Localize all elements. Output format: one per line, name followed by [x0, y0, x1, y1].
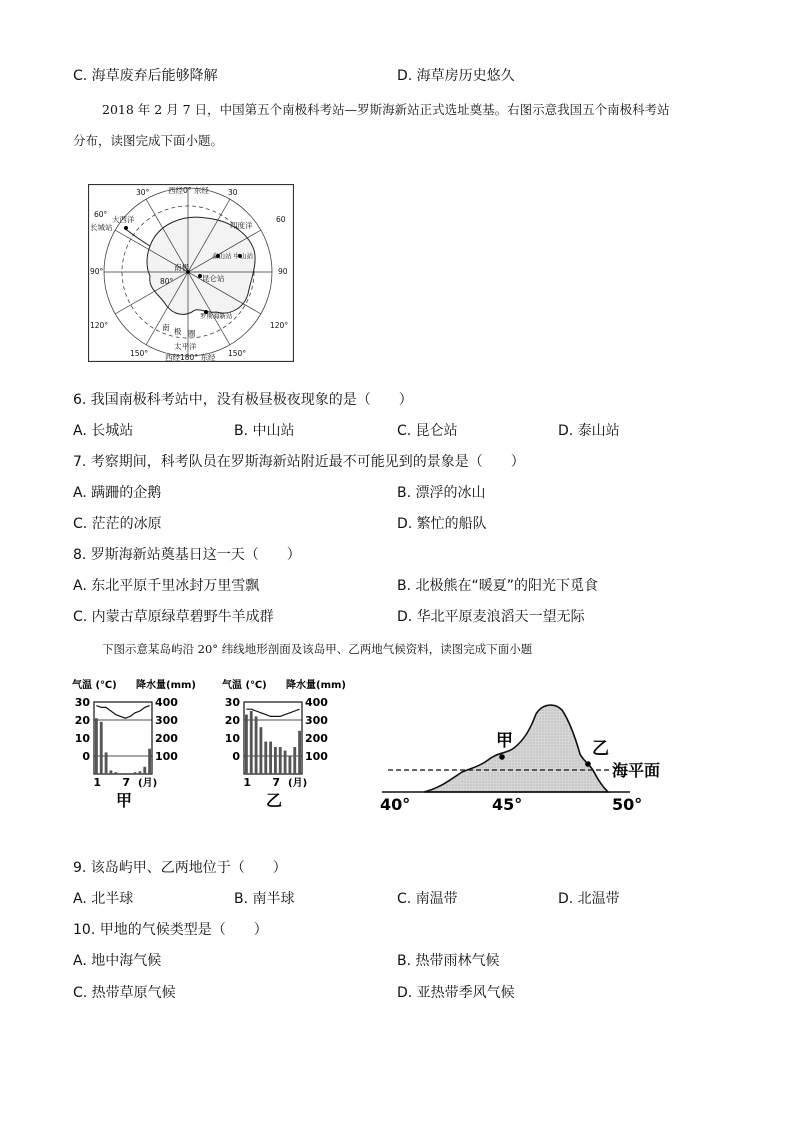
- q8-option-a[interactable]: A. 东北平原千里冰封万里雪飘: [73, 578, 260, 594]
- precip-tick: 400: [305, 696, 328, 709]
- temp-tick: 20: [224, 714, 240, 727]
- island-landmass: [424, 705, 608, 792]
- precip-bar: [245, 715, 248, 774]
- map-tick: 150°: [228, 349, 247, 358]
- month-unit: (月): [288, 778, 308, 789]
- temp-axis-label: 气温 (℃): [72, 680, 117, 691]
- station-name-yi: 乙: [266, 791, 283, 810]
- climate-charts: [72, 676, 382, 836]
- question-7-stem: 7. 考察期间，科考队员在罗斯海新站附近最不可能见到的景象是（ ）: [73, 454, 525, 470]
- q8-option-c[interactable]: C. 内蒙古草原绿草碧野牛羊成群: [73, 609, 274, 625]
- month-unit: (月): [138, 778, 158, 789]
- temp-tick: 10: [74, 732, 90, 745]
- precip-bar: [274, 747, 277, 774]
- sea-level-label: 海平面: [612, 761, 660, 780]
- precip-tick: 200: [155, 732, 178, 745]
- q9-option-a[interactable]: A. 北半球: [73, 891, 134, 907]
- precip-tick: 100: [155, 750, 178, 763]
- precip-bar: [129, 773, 132, 774]
- chart-frame: [244, 702, 302, 774]
- precip-bar: [110, 770, 113, 774]
- lon-tick-45: 45°: [492, 795, 523, 814]
- precip-bar: [284, 751, 287, 774]
- map-tick: 150°: [130, 349, 149, 358]
- map-label-atlantic: 大西洋: [112, 215, 135, 224]
- chart-frame: [94, 702, 152, 774]
- precip-bar: [293, 747, 296, 774]
- map-label-w0e: 西经0° 东经: [168, 186, 209, 195]
- precip-bar: [143, 767, 146, 774]
- map-tick: 60°: [94, 210, 108, 219]
- q6-option-a[interactable]: A. 长城站: [73, 423, 134, 439]
- question-8-stem: 8. 罗斯海新站奠基日这一天（ ）: [73, 547, 301, 563]
- q6-option-b[interactable]: B. 中山站: [234, 423, 295, 439]
- temperature-curve: [246, 709, 299, 716]
- profile-label-yi: 乙: [592, 739, 609, 759]
- intro-paragraph-line2: 分布，读图完成下面小题。: [73, 133, 224, 148]
- precip-bar: [124, 773, 127, 774]
- q6-option-d[interactable]: D. 泰山站: [558, 423, 620, 439]
- question-6-stem: 6. 我国南极科考站中，没有极昼极夜现象的是（ ）: [73, 392, 413, 408]
- q7-option-c[interactable]: C. 茫茫的冰原: [73, 516, 162, 532]
- precip-axis-label: 降水量(mm): [286, 680, 346, 691]
- q8-option-b[interactable]: B. 北极熊在“暖夏”的阳光下觅食: [397, 578, 599, 594]
- antarctic-station-map: [88, 184, 294, 362]
- q10-option-d[interactable]: D. 亚热带季风气候: [397, 985, 515, 1001]
- precip-bar: [105, 752, 108, 774]
- precip-bar: [279, 747, 282, 774]
- map-tick: 60: [276, 215, 286, 224]
- month-tick: 7: [272, 776, 281, 789]
- map-tick: 120°: [90, 321, 109, 330]
- terrain-profile: [380, 700, 660, 818]
- yi-point: [585, 761, 591, 767]
- precip-tick: 100: [305, 750, 328, 763]
- intro-paragraph-line1: 2018 年 2 月 7 日，中国第五个南极科考站—罗斯海新站正式选址奠基。右图示意我国五个南极科考站: [102, 102, 670, 117]
- map-tick: 30: [228, 188, 238, 197]
- map-label-south-pole: 南极: [174, 263, 189, 272]
- lon-tick-50: 50°: [612, 795, 643, 814]
- map-label-circle-2: 极: [174, 327, 182, 336]
- q10-option-b[interactable]: B. 热带雨林气候: [397, 953, 500, 969]
- map-tick: 120°: [270, 321, 289, 330]
- q10-option-c[interactable]: C. 热带草原气候: [73, 985, 176, 1001]
- lon-tick-40: 40°: [380, 795, 411, 814]
- question-10-stem: 10. 甲地的气候类型是（ ）: [73, 922, 268, 938]
- map-label-circle-1: 南: [162, 323, 170, 332]
- q8-option-d[interactable]: D. 华北平原麦浪滔天一望无际: [397, 609, 585, 625]
- precip-bar: [114, 772, 117, 774]
- precip-bar: [255, 716, 258, 774]
- map-label-circle-3: 圈: [188, 329, 196, 338]
- precip-tick: 400: [155, 696, 178, 709]
- precip-bar: [139, 771, 142, 774]
- precip-tick: 300: [155, 714, 178, 727]
- q5-option-d[interactable]: D. 海草房历史悠久: [397, 68, 515, 84]
- map-label-taishan-zhongshan: 泰山站 中山站: [212, 252, 254, 260]
- temp-tick: 0: [232, 750, 240, 763]
- map-tick: 30°: [136, 188, 150, 197]
- precip-bar: [250, 711, 253, 774]
- map-tick: 90: [278, 267, 288, 276]
- map-label-kunlun: 昆仑站: [202, 274, 225, 283]
- station-name-jia: 甲: [116, 791, 133, 810]
- precip-bar: [264, 742, 267, 774]
- temp-tick: 10: [224, 732, 240, 745]
- precip-bar: [260, 727, 263, 774]
- q9-option-c[interactable]: C. 南温带: [397, 891, 458, 907]
- profile-label-jia: 甲: [496, 731, 513, 751]
- precip-bar: [95, 718, 98, 774]
- precip-axis-label: 降水量(mm): [136, 680, 196, 691]
- month-tick: 7: [122, 776, 131, 789]
- q7-option-b[interactable]: B. 漂浮的冰山: [397, 485, 486, 501]
- map-label-changcheng: 长城站: [90, 223, 113, 232]
- map-label-rosshai: 罗斯海新站: [200, 312, 233, 320]
- q9-option-b[interactable]: B. 南半球: [234, 891, 295, 907]
- q5-option-c[interactable]: C. 海草废弃后能够降解: [73, 68, 218, 84]
- question-9-stem: 9. 该岛屿甲、乙两地位于（ ）: [73, 860, 287, 876]
- q7-option-d[interactable]: D. 繁忙的船队: [397, 516, 487, 532]
- map-tick: 90°: [90, 267, 104, 276]
- precip-tick: 300: [305, 714, 328, 727]
- precip-bar: [134, 772, 137, 774]
- q9-option-d[interactable]: D. 北温带: [558, 891, 620, 907]
- precip-bar: [289, 756, 292, 774]
- precip-tick: 200: [305, 732, 328, 745]
- temp-tick: 30: [224, 696, 240, 709]
- q10-option-a[interactable]: A. 地中海气候: [73, 953, 162, 969]
- map-label-indian: 印度洋: [230, 221, 253, 230]
- map-label-w180e: 西经180° 东经: [165, 353, 216, 362]
- precip-bar: [269, 742, 272, 774]
- temp-tick: 0: [82, 750, 90, 763]
- jia-point: [499, 754, 505, 760]
- temperature-curve: [96, 706, 149, 719]
- map-label-pacific: 太平洋: [174, 342, 197, 351]
- precip-bar: [148, 749, 151, 774]
- q7-option-a[interactable]: A. 蹒跚的企鹅: [73, 485, 162, 501]
- temp-tick: 20: [74, 714, 90, 727]
- temp-tick: 30: [74, 696, 90, 709]
- intro2-paragraph: 下图示意某岛屿沿 20° 纬线地形剖面及该岛甲、乙两地气候资料，读图完成下面小题: [102, 642, 533, 656]
- map-label-lat80: 80°: [160, 277, 174, 286]
- precip-bar: [298, 731, 301, 774]
- month-tick: 1: [93, 776, 102, 789]
- precip-bar: [100, 722, 103, 774]
- precip-bar: [119, 773, 122, 774]
- q6-option-c[interactable]: C. 昆仑站: [397, 423, 458, 439]
- temp-axis-label: 气温 (℃): [222, 680, 267, 691]
- month-tick: 1: [243, 776, 252, 789]
